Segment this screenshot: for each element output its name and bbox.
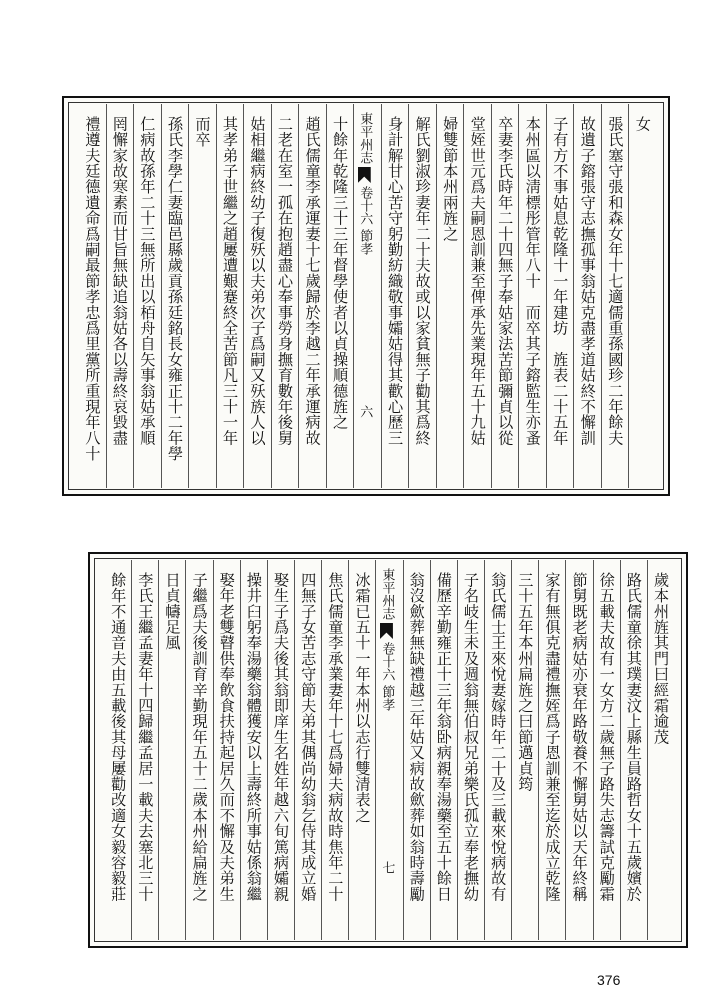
column-rule xyxy=(271,104,272,488)
running-head-title: 東平州志 xyxy=(379,568,395,620)
text-column: 故遺子鎔張守志撫孤事翁姑克盡孝道姑終不懈訓 xyxy=(578,116,597,446)
column-rule xyxy=(484,560,485,940)
text-column: 禮遵夫廷德遺命爲嗣最節孝忠爲里黨所重現年八十 xyxy=(83,116,102,462)
text-column: 備歷辛勤雍正十三年翁卧病親奉湯藥至五十餘日 xyxy=(434,572,453,902)
text-column: 十餘年乾隆三十三年督學使者以貞操順德旌之 xyxy=(331,116,350,430)
column-rule xyxy=(511,560,512,940)
column-rule xyxy=(348,560,349,940)
column-rule xyxy=(573,104,574,488)
text-column: 身計解甘心苦守躬勤紡織敬事孀姑得其歡心歷三 xyxy=(386,116,405,446)
column-rule xyxy=(647,560,648,940)
text-column: 娶生子爲夫後其翁即庠生名姓年越六旬篤病孀親 xyxy=(272,572,291,902)
column-rule xyxy=(408,104,409,488)
column-rule xyxy=(185,560,186,940)
text-column: 張氏塞守張和森女年十七適儒重孫國珍二年餘夫 xyxy=(606,116,625,446)
column-rule xyxy=(457,560,458,940)
text-column: 李氏王繼孟妻年十四歸繼孟居一載夫去塞北三十 xyxy=(136,572,155,902)
column-rule xyxy=(538,560,539,940)
column-rule xyxy=(188,104,189,488)
column-rule xyxy=(491,104,492,488)
page-block-bottom xyxy=(88,552,688,948)
column-rule xyxy=(430,560,431,940)
text-column: 子名岐生未及週翁無伯叔兄弟樂氏孤立奉老撫幼 xyxy=(462,572,481,902)
text-column: 趙氏儒童李承運妻十七歲歸於李越二年承運病故 xyxy=(303,116,322,446)
text-column: 孫氏李學仁妻臨邑縣歲貢孫廷銘長女雍正十二年學 xyxy=(165,116,184,462)
text-column: 餘年不通音夫由五載後其母屢勸改適女毅容毅莊 xyxy=(109,572,128,902)
text-column: 婦雙節本州兩旌之 xyxy=(441,116,460,242)
running-head xyxy=(355,112,374,418)
text-column: 徐五載夫故有一女方二歲無子路失志籌試克勵霜 xyxy=(597,572,616,902)
column-rule xyxy=(298,104,299,488)
running-head-leaf: 六 xyxy=(357,405,373,418)
text-column: 女 xyxy=(633,116,652,132)
column-rule xyxy=(403,560,404,940)
column-rule xyxy=(463,104,464,488)
text-column: 子繼爲夫後訓育辛勤現年五十二歲本州給扁旌之 xyxy=(190,572,209,902)
column-rule xyxy=(161,104,162,488)
column-rule xyxy=(213,560,214,940)
fishtail-mark-icon xyxy=(380,623,393,639)
text-column: 解氏劉淑珍妻年二十夫故或以家貧無子勸其爲終 xyxy=(413,116,432,446)
column-rule xyxy=(381,104,382,488)
column-rule xyxy=(294,560,295,940)
column-rule xyxy=(518,104,519,488)
column-rule xyxy=(240,560,241,940)
column-rule xyxy=(601,104,602,488)
page-number: 376 xyxy=(597,972,621,988)
column-rule xyxy=(326,104,327,488)
text-column: 歲本州旌其門曰經霜逾茂 xyxy=(652,572,671,745)
column-rule xyxy=(375,560,376,940)
text-column: 冰霜已五十一年本州以志行雙清表之 xyxy=(353,572,372,824)
column-rule xyxy=(565,560,566,940)
text-column: 翁沒歛葬無缺禮越三年姑又病故歛葬如翁時壽勵 xyxy=(407,572,426,902)
text-column: 仁病故孫年二十三無所出以栢舟自矢事翁姑承順 xyxy=(138,116,157,446)
column-rule xyxy=(133,104,134,488)
text-column: 四無子女苦志守節夫弟其偶尚幼翁乞侍其成立婚 xyxy=(299,572,318,902)
column-rule xyxy=(353,104,354,488)
text-column: 路氏儒童徐其璞妻汶上縣生員路哲女十五歲嬪於 xyxy=(624,572,643,902)
column-rule xyxy=(106,104,107,488)
column-rule xyxy=(546,104,547,488)
running-head-volume: 卷十六 xyxy=(379,642,395,681)
text-column: 操井臼躬奉湯藥翁體獲安以上壽終所事姑係翁繼 xyxy=(244,572,263,902)
text-column: 娶年老雙瞽供奉飲食扶持起居久而不懈及夫弟生 xyxy=(217,572,236,902)
column-rule xyxy=(321,560,322,940)
text-column: 姑相繼病終幼子復殀以夫弟次子爲嗣又殀族人以 xyxy=(248,116,267,446)
column-rule xyxy=(628,104,629,488)
column-rule xyxy=(243,104,244,488)
column-rule xyxy=(158,560,159,940)
column-rule xyxy=(131,560,132,940)
text-column: 日貞幬足風 xyxy=(163,572,182,651)
running-head-title: 東平州志 xyxy=(357,112,373,164)
text-column: 翁氏儒士王來悅妻嫁時年二十及三載來悅病故有 xyxy=(489,572,508,902)
running-head-section: 節孝 xyxy=(357,229,373,255)
text-column: 節舅既老病姑亦衰年路敬養不懈舅姑以天年終稱 xyxy=(570,572,589,902)
column-rule xyxy=(593,560,594,940)
column-rule xyxy=(620,560,621,940)
text-column: 家有無俱克盡禮撫姪爲子恩訓兼至迄於成立乾隆 xyxy=(543,572,562,902)
running-head-section: 節孝 xyxy=(379,685,395,711)
text-column: 卒妻李氏時年二十四無子奉姑家法苦節彌貞以從 xyxy=(496,116,515,446)
column-rule xyxy=(436,104,437,488)
text-column: 其孝弟子世繼之趙屢遭艱蹇終全苦節凡三十一年 xyxy=(220,116,239,446)
running-head-volume: 卷十六 xyxy=(357,186,373,225)
running-head xyxy=(377,568,396,874)
running-head-leaf: 七 xyxy=(379,861,395,874)
text-column: 罔懈家故寒素而甘旨無缺追翁姑各以壽終哀毀盡 xyxy=(110,116,129,446)
text-column: 二老在室一孤在抱趙盡心奉事勞身撫育數年後舅 xyxy=(276,116,295,446)
fishtail-mark-icon xyxy=(358,167,371,183)
text-column: 堂姪世元爲夫嗣恩訓兼至俾承先業現年五十九姑 xyxy=(468,116,487,446)
column-rule xyxy=(267,560,268,940)
text-column: 子有方不事姑息乾隆十一年建坊 旌表二十五年 xyxy=(551,116,570,446)
text-column: 三十五年本州扁旌之曰節邁貞筠 xyxy=(516,572,535,792)
page-block-top xyxy=(62,96,670,496)
text-column: 而卒 xyxy=(193,116,212,148)
text-column: 焦氏儒童李承業妻年十七爲婦夫病故時焦年二十 xyxy=(326,572,345,902)
column-rule xyxy=(216,104,217,488)
text-column: 本州區以淸標彤管年八十 而卒其子鎔監生亦蚤 xyxy=(523,116,542,446)
